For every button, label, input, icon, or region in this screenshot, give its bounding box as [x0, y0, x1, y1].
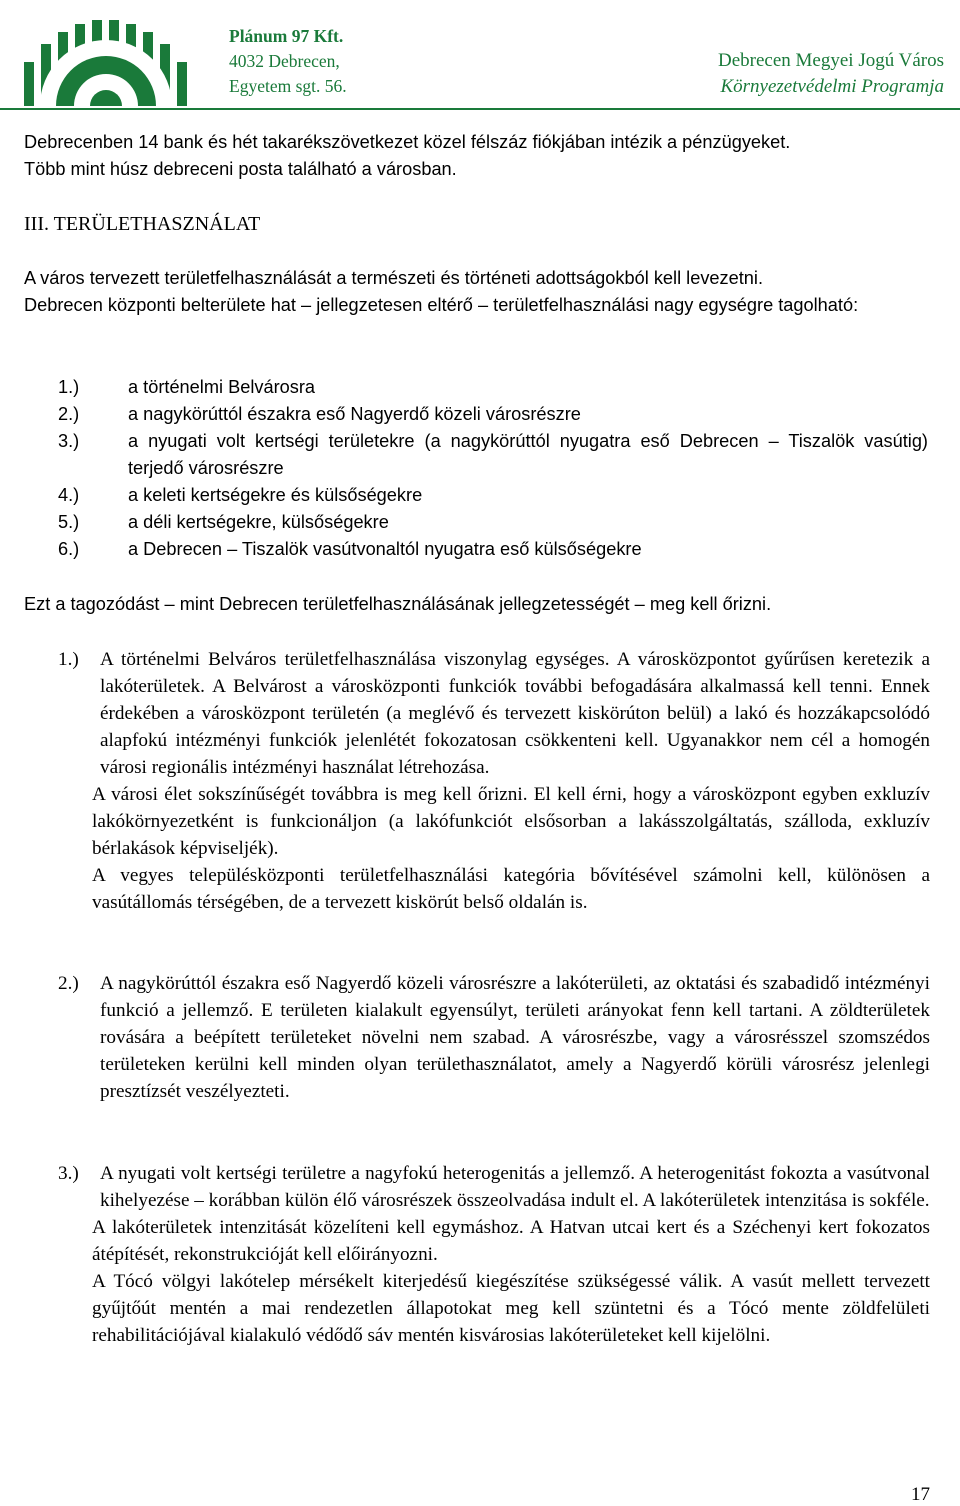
list-item — [58, 482, 930, 509]
subsection-number: 1.) — [58, 649, 79, 670]
list-item — [58, 374, 930, 401]
list-item — [58, 536, 930, 563]
subsection-paragraph: A vegyes településközponti területfelhasználási kategória bővítésével számolni kell, különösen a vasútállomás térségében, de a tervezett kiskörút belső oldalán is. — [92, 865, 930, 913]
list-item — [58, 401, 930, 428]
company-name: Plánum 97 Kft. — [229, 26, 344, 46]
subsection-lead: A nagykörúttól északra eső Nagyerdő közeli városrészre a lakóterületi, az oktatási és szabadidő intézményi funkció a jellemző. E területen kialakult egyensúlyt, területi arányokat fenn kell tartani. A zöldterületek rovására a beépített területeket növelni nem szabad. A városrészbe, vagy a városrésszel szomszédos területeken kerülni kell minden olyan területhasználatot, amely a Nagyerdő körüli városrész jelenlegi presztízsét veszélyezteti. — [100, 973, 930, 1102]
intro-paragraph — [24, 129, 934, 183]
list-item-number: 1.) — [58, 377, 80, 397]
green-sun-logo-icon — [4, 0, 210, 106]
subsection-3 — [58, 1160, 930, 1349]
document-title — [718, 48, 944, 100]
subsection-lead: A történelmi Belváros területfelhasználása viszonylag egységes. A városközpontot gyűrűsen keretezik a lakóterületek. A Belvárost a városközponti funkciók további befogadására alkalmassá kell tenni. Ennek érdekében a városközpont területén (a meglévő és tervezett kiskörúton belül) a lakó és hozzákapcsolódó alapfokú intézményi funkciók jelenlétét fokozatosan csökkenteni kell. Ugyanakkor nem cél a homogén városi regionális intézményi használat létrehozása. — [100, 649, 930, 778]
list-item-number: 3.) — [58, 431, 80, 451]
list-item-number: 5.) — [58, 512, 80, 532]
document-title-line2: Környezetvédelmi Programja — [720, 76, 944, 97]
subsection-1 — [58, 646, 930, 916]
list-item-text: a nyugati volt kertségi területekre (a nagykörúttól nyugatra eső Debrecen – Tiszalök vasútig) terjedő városrészre — [128, 431, 928, 478]
subsection-paragraph: A városi élet sokszínűségét továbbra is meg kell őrizni. El kell érni, hogy a városközpont egyben exkluzív lakókörnyezetként is funkcionáljon (a lakófunkciót elsősorban a lakásszolgáltatás, szálloda, exkluzív bérlakások képviseljék). — [92, 784, 930, 859]
section-intro-line1: A város tervezett területfelhasználását a természeti és történeti adottságokból kell levezetni. — [24, 268, 764, 288]
section-heading: III. TERÜLETHASZNÁLAT — [24, 213, 261, 235]
list-item-number: 4.) — [58, 485, 80, 505]
list-item-text: a történelmi Belvárosra — [128, 377, 316, 397]
subsection-number: 3.) — [58, 1163, 79, 1184]
closing-sentence: Ezt a tagozódást – mint Debrecen területfelhasználásának jellegzetességét – meg kell őrizni. — [24, 594, 772, 614]
list-item-text: a déli kertségekre, külsőségekre — [128, 512, 389, 532]
company-street: Egyetem sgt. 56. — [229, 76, 347, 96]
list-item — [58, 509, 930, 536]
list-item-text: a keleti kertségekre és külsőségekre — [128, 485, 423, 505]
header-divider — [0, 108, 960, 110]
page-header — [0, 0, 960, 112]
subsection-2 — [58, 970, 930, 1105]
subsection-lead: A nyugati volt kertségi területre a nagyfokú heterogenitás a jellemző. A heterogenitást fokozta a vasútvonal kihelyezése – korábban külön élő városrészek összeolvadása indult el. A lakóterületek intenzitása is sokféle. — [100, 1163, 930, 1211]
list-item-number: 6.) — [58, 539, 80, 559]
subsection-number: 2.) — [58, 973, 79, 994]
document-title-line1: Debrecen Megyei Jogú Város — [718, 50, 944, 71]
intro-line-2: Több mint húsz debreceni posta található a városban. — [24, 159, 457, 179]
intro-line-1: Debrecenben 14 bank és hét takarékszövetkezet közel félszáz fiókjában intézik a pénzügyeket. — [24, 132, 791, 152]
list-item-text: a nagykörúttól északra eső Nagyerdő közeli városrészre — [128, 404, 581, 424]
list-item-text: a Debrecen – Tiszalök vasútvonaltól nyugatra eső külsőségekre — [128, 539, 642, 559]
section-intro — [24, 265, 934, 319]
list-item — [58, 428, 930, 482]
company-city: 4032 Debrecen, — [229, 51, 340, 71]
page-number: 17 — [911, 1484, 930, 1505]
section-intro-para2: Debrecen központi belterülete hat – jellegzetesen eltérő – területfelhasználási nagy egységre tagolható: — [24, 295, 859, 315]
company-address — [229, 24, 347, 99]
area-list — [58, 374, 930, 563]
subsection-paragraph: A Tócó völgyi lakótelep mérsékelt kiterjedésű kiegészítése szükségessé válik. A vasút mellett tervezett gyűjtőút mentén a mai rendezetlen állapotokat meg kell szüntetni és a Tócó mente zöldfelületi rehabilitációjával kialakuló védődő sáv mentén kisvárosias lakóterületeket kell kijelölni. — [92, 1271, 930, 1346]
list-item-number: 2.) — [58, 404, 80, 424]
subsection-paragraph: A lakóterületek intenzitását közelíteni kell egymáshoz. A Hatvan utcai kert és a Széchenyi kert fokozatos átépítését, rekonstrukcióját kell előirányozni. — [92, 1217, 930, 1265]
